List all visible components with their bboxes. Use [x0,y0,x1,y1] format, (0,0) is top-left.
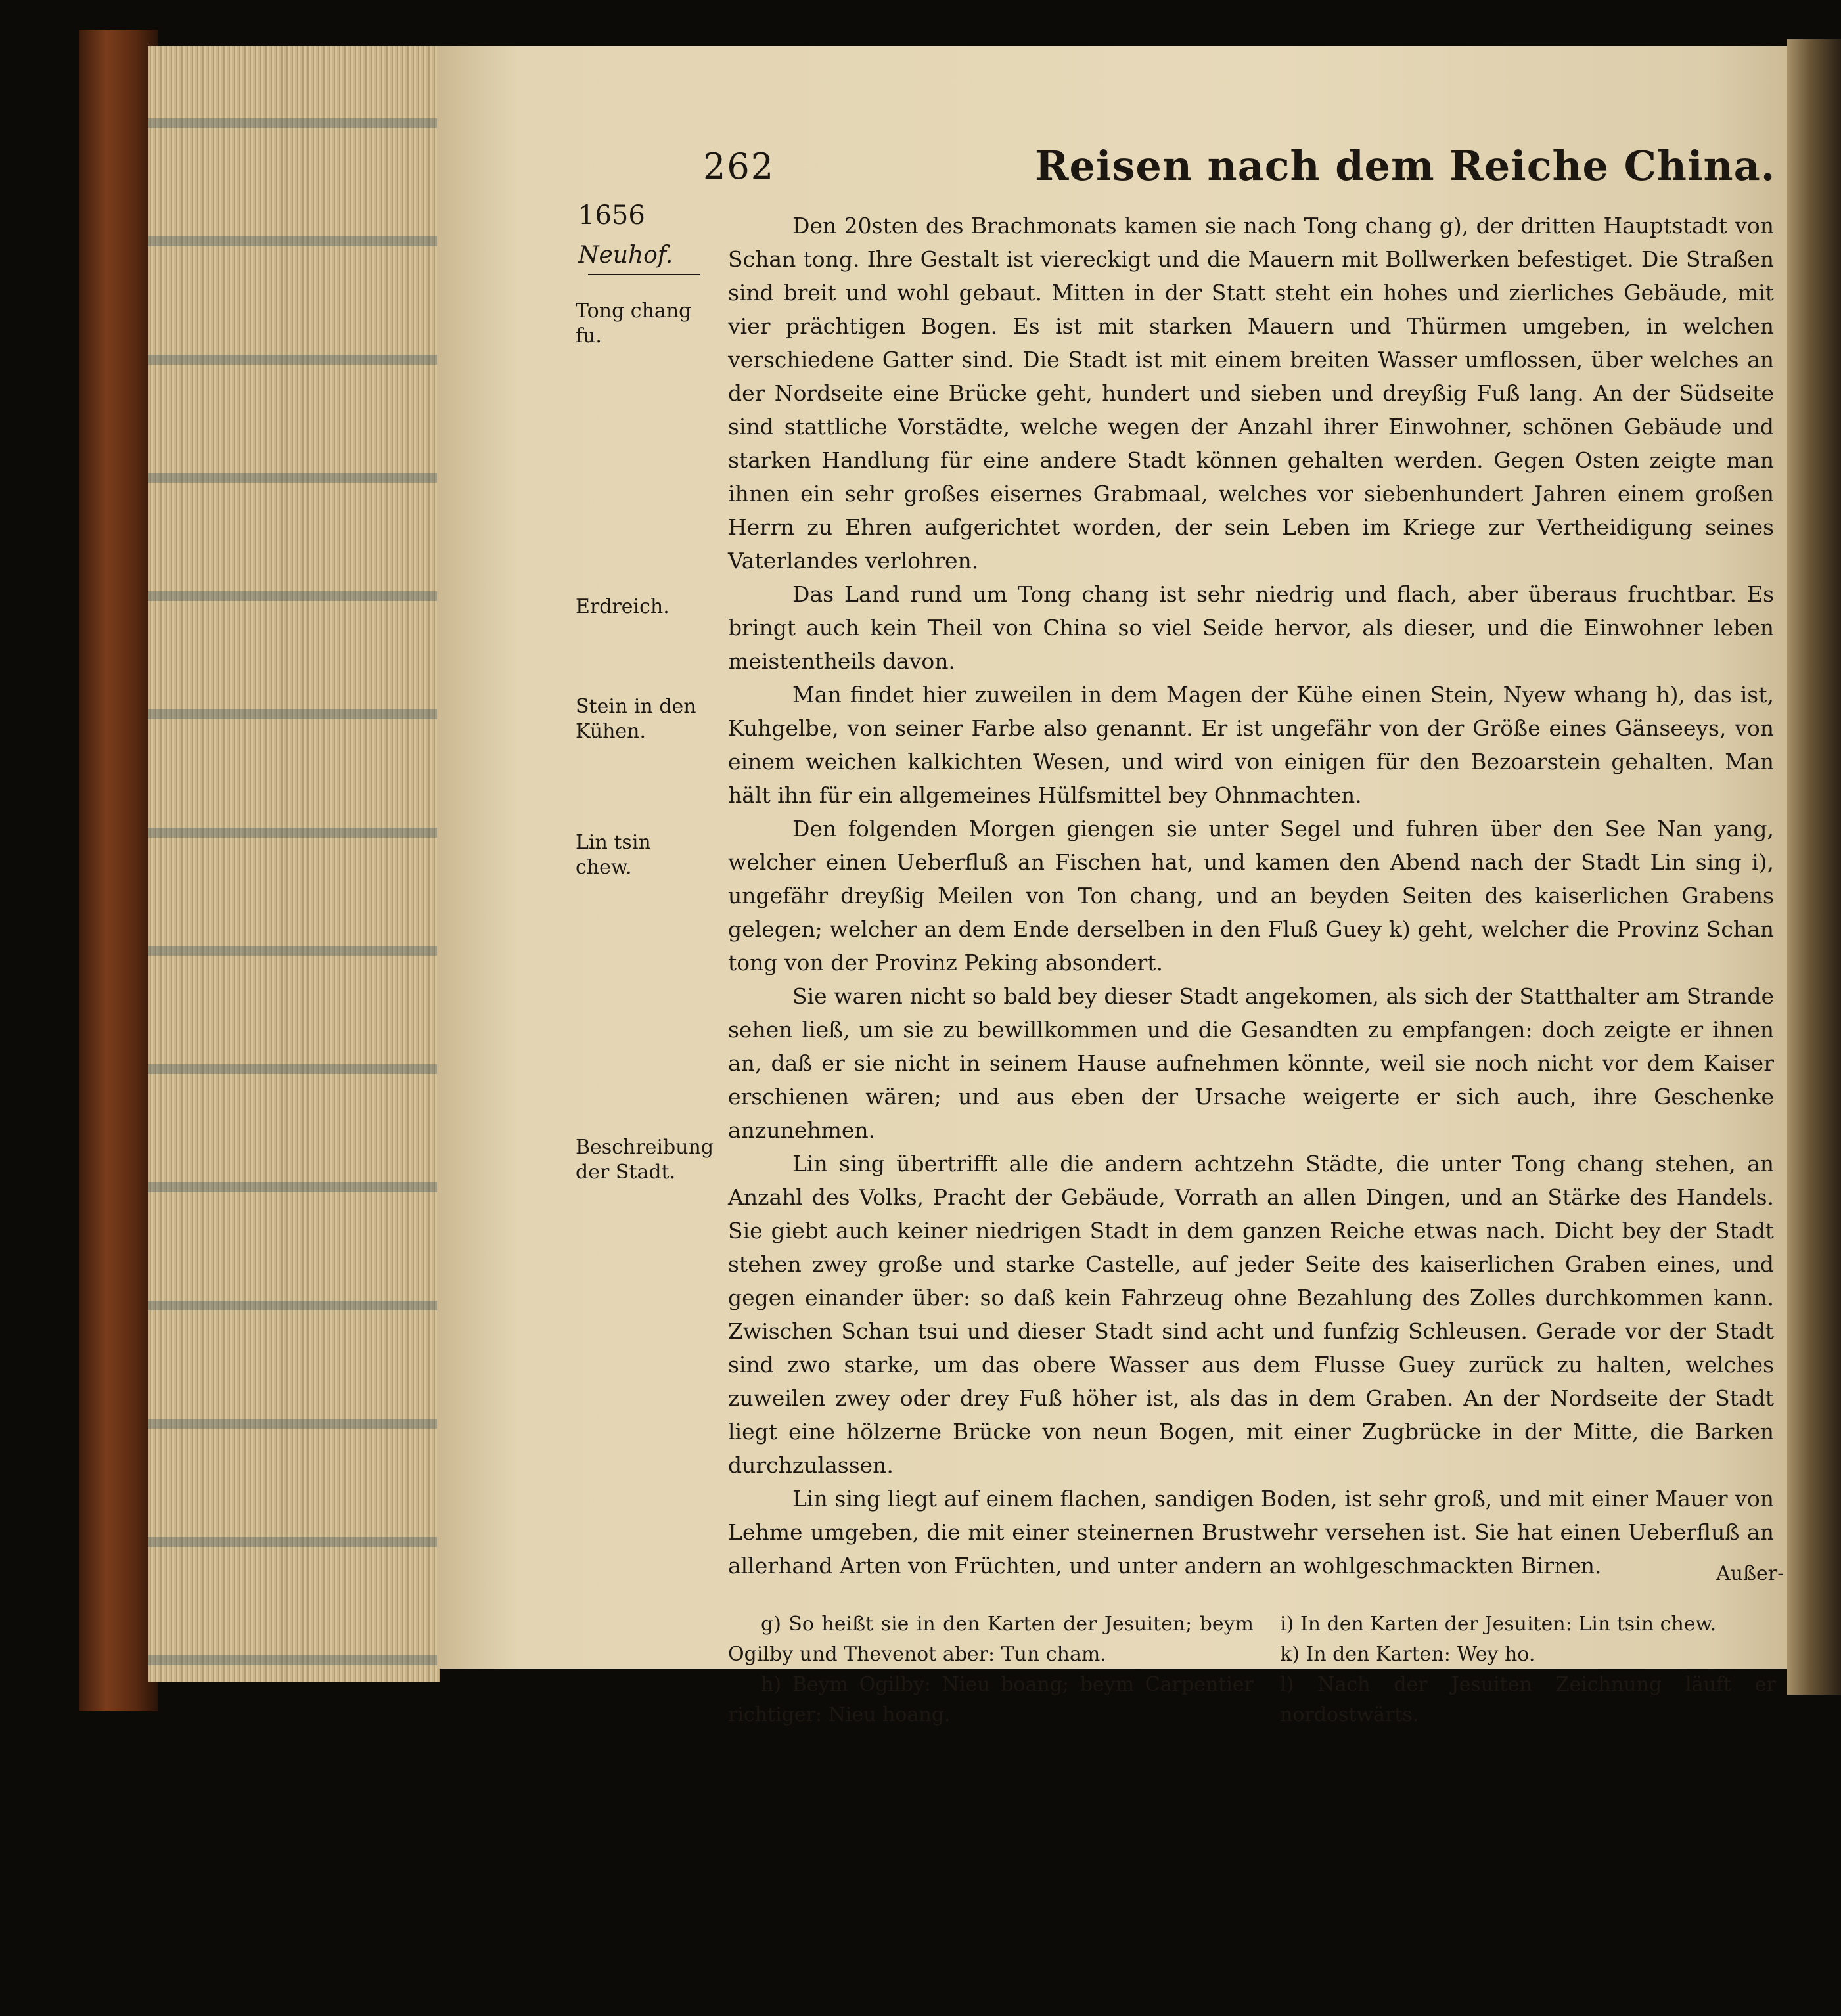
author-underline [588,274,700,275]
footnotes [728,1609,1776,1728]
book-binding [79,30,158,1711]
footnotes-left-column [728,1609,1254,1730]
footnote: g) So heißt sie in den Karten der Jesuiten; beym Ogilby und Thevenot aber: Tun cham. [728,1613,1254,1666]
margin-note: Stein in den Kühen. [576,695,696,743]
paragraph: Lin sing liegt auf einem flachen, sandigen Boden, ist sehr groß, und mit einer Mauer von Lehme umgeben, die mit einer steinernen Brustwehr versehen ist. Sie hat einen Ueberfluß an allerhand Arten von Früchten, und unter andern an wohlgeschmackten Birnen. [728,1486,1774,1579]
page-header [703,142,1784,192]
catchword: Außer- [1716,1562,1784,1585]
footnote: i) In den Karten der Jesuiten: Lin tsin chew. [1280,1613,1717,1636]
page-number: 262 [703,146,775,187]
footnote: l) Nach der Jesuiten Zeichnung läuft er nordostwärts. [1280,1673,1776,1726]
footnote: k) In den Karten: Wey ho. [1280,1643,1535,1666]
paragraph: Sie waren nicht so bald bey dieser Stadt angekomen, als sich der Statthalter am Strande sehen ließ, um sie zu bewillkommen und die Gesandten zu empfangen: doch zeigte er ihnen an, daß er sie nicht in seinem Hause aufnehmen könnte, weil sie noch nicht vor dem Kaiser erschienen wären; und aus eben der Ursache weigerte er sich auch, ihre Geschenke anzunehmen. [728,983,1774,1143]
margin-note: Tong chang fu. [576,300,692,347]
margin-note: Erdreich. [576,595,670,618]
body-text [728,209,1774,1582]
page-edges [148,46,440,1682]
paragraph: Den 20sten des Brachmonats kamen sie nach Tong chang g), der dritten Hauptstadt von Schan tong. Ihre Gestalt ist viereckigt und die Mauern mit Bollwerken befestiget. Die Straßen sind breit und wohl gebaut. Mitten in der Statt steht ein hohes und zierliches Gebäude, mit vier prächtigen Bogen. Es ist mit starken Mauern und Thürmen umgeben, in welchen verschiedene Gatter sind. Die Stadt ist mit einem breiten Wasser umflossen, über welches an der Nordseite eine Brücke geht, hundert und sieben und dreyßig Fuß lang. An der Südseite sind stattliche Vorstädte, welche wegen der Anzahl ihrer Einwohner, schönen Gebäude und starken Handlung für eine andere Stadt können gehalten werden. Gegen Osten zeigte man ihnen ein sehr großes eisernes Grabmaal, welches vor siebenhundert Jahren einem großen Herrn zu Ehren aufgerichtet worden, der sein Leben im Kriege zur Vertheidigung seines Vaterlandes verlohren. [728,213,1774,573]
marginal-author: Neuhof. [578,242,673,269]
margin-note: Lin tsin chew. [576,831,651,879]
footnote: h) Beym Ogilby: Nieu boang; beym Carpentier richtiger: Nieu hoang. [728,1673,1254,1726]
facing-page-edge [1787,39,1841,1695]
paragraph: Den folgenden Morgen giengen sie unter Segel und fuhren über den See Nan yang, welcher einen Ueberfluß an Fischen hat, und kamen den Abend nach der Stadt Lin sing i), ungefähr dreyßig Meilen von Ton chang, und an beyden Seiten des kaiserlichen Grabens gelegen; welcher an dem Ende derselben in den Fluß Guey k) geht, welcher die Provinz Schan tong von der Provinz Peking absondert. [728,816,1774,975]
paragraph: Man findet hier zuweilen in dem Magen der Kühe einen Stein, Nyew whang h), das ist, Kuhgelbe, von seiner Farbe also genannt. Er ist ungefähr von der Größe eines Gänseeys, von einem weichen kalkichten Wesen, und wird von einigen für den Bezoarstein gehalten. Man hält ihn für ein allgemeines Hülfsmittel bey Ohnmachten. [728,682,1774,808]
footnotes-right-column [1280,1609,1776,1730]
running-title: Reisen nach dem Reiche China. [1035,142,1776,190]
marginal-year: 1656 [578,200,645,231]
paragraph: Lin sing übertrifft alle die andern achtzehn Städte, die unter Tong chang stehen, an Anzahl des Volks, Pracht der Gebäude, Vorrath an allen Dingen, und an Stärke des Handels. Sie giebt auch keiner niedrigen Stadt in dem ganzen Reiche etwas nach. Dicht bey der Stadt stehen zwey große und starke Castelle, auf jeder Seite des kaiserlichen Graben eines, und gegen einander über: so daß kein Fahrzeug ohne Bezahlung des Zolles durchkommen kann. Zwischen Schan tsui und dieser Stadt sind acht und funfzig Schleusen. Gerade vor der Stadt sind zwo starke, um das obere Wasser aus dem Flusse Guey zurück zu halten, welches zuweilen zwey oder drey Fuß höher ist, als das in dem Graben. An der Nordseite der Stadt liegt eine hölzerne Brücke von neun Bogen, mit einer Zugbrücke in der Mitte, die Barken durchzulassen. [728,1151,1774,1478]
margin-note: Beschreibung der Stadt. [576,1136,714,1184]
paragraph: Das Land rund um Tong chang ist sehr niedrig und flach, aber überaus fruchtbar. Es bringt auch kein Theil von China so viel Seide hervor, als dieser, und die Einwohner leben meistentheils davon. [728,581,1774,674]
